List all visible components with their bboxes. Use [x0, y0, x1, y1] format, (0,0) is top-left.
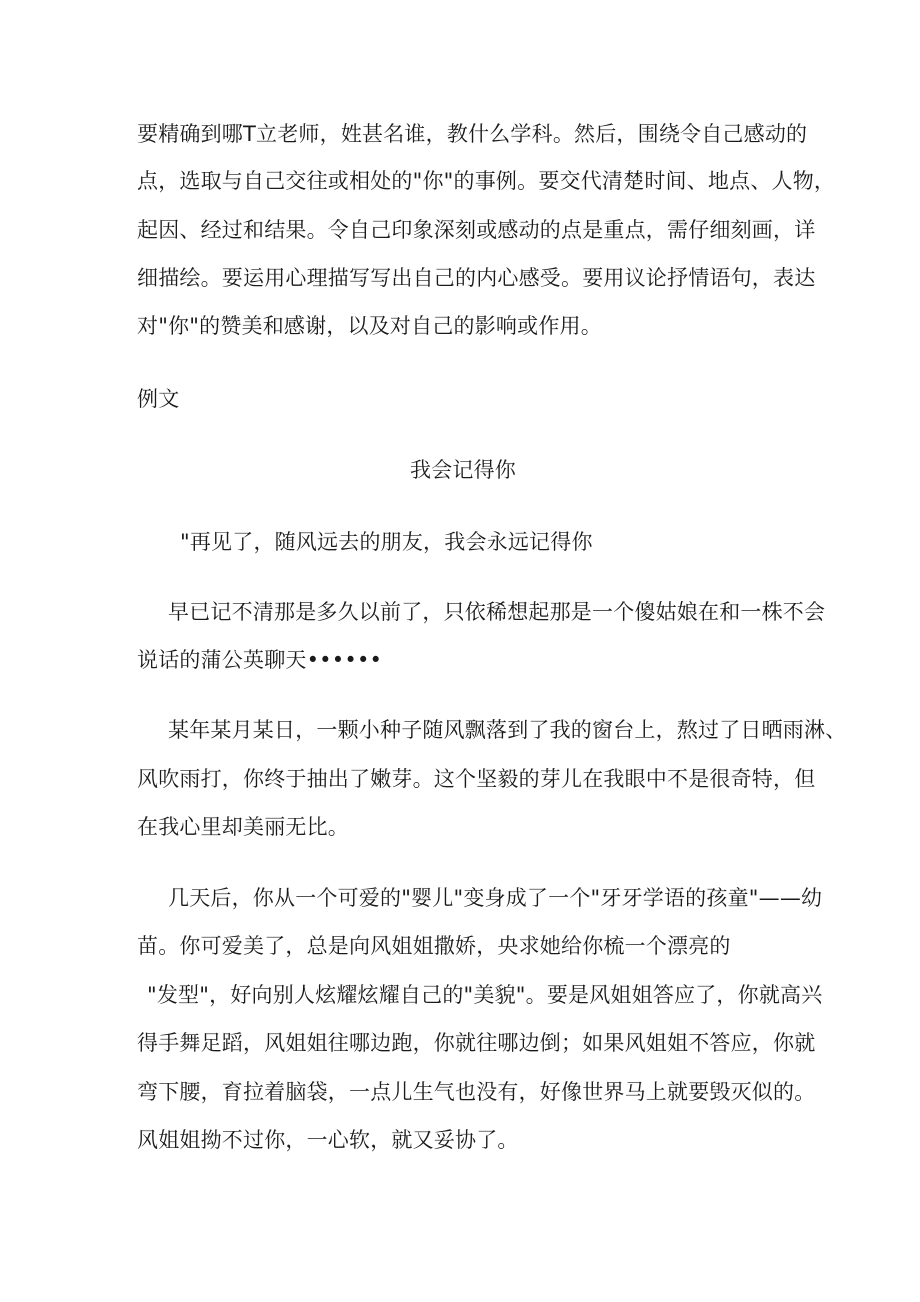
paragraph-line: 得手舞足蹈，风姐姐往哪边跑，你就往哪边倒；如果风姐姐不答应，你就: [137, 1031, 816, 1055]
intro-line: 对"你"的赞美和感谢，以及对自己的影响或作用。: [137, 314, 602, 338]
essay-title: 我会记得你: [410, 458, 516, 482]
intro-line: 起因、经过和结果。令自己印象深刻或感动的点是重点，需仔细刻画，详: [137, 218, 816, 242]
paragraph-line: 几天后，你从一个可爱的"婴儿"变身成了一个"牙牙学语的孩童"——幼: [168, 886, 823, 910]
intro-line: 点，选取与自己交往或相处的"你"的事例。要交代清楚时间、地点、人物，: [137, 169, 836, 193]
paragraph-line: 苗。你可爱美了，总是向风姐姐撒娇，央求她给你梳一个漂亮的: [137, 934, 731, 958]
example-label: 例文: [137, 387, 180, 411]
paragraph-line: 早已记不清那是多久以前了，只依稀想起那是一个傻姑娘在和一株不会: [168, 600, 826, 624]
paragraph-line: 风姐姐拗不过你，一心软，就又妥协了。: [137, 1128, 519, 1152]
paragraph-line: "发型"，好向别人炫耀炫耀自己的"美貌"。要是风姐姐答应了，你就高兴: [147, 983, 823, 1007]
paragraph-line: 某年某月某日，一颗小种子随风飘落到了我的窗台上，熬过了日晒雨淋、: [168, 718, 847, 742]
essay-opening-quote: "再见了，随风远去的朋友，我会永远记得你: [180, 530, 593, 554]
paragraph-line: 风吹雨打，你终于抽出了嫩芽。这个坚毅的芽儿在我眼中不是很奇特，但: [137, 767, 816, 791]
paragraph-line: 弯下腰，育拉着脑袋，一点儿生气也没有，好像世界马上就要毁灭似的。: [137, 1080, 816, 1104]
intro-line: 要精确到哪T立老师，姓甚名谁，教什么学科。然后，围绕令自己感动的: [137, 122, 808, 146]
paragraph-line: 在我心里却美丽无比。: [137, 815, 349, 839]
intro-line: 细描绘。要运用心理描写写出自己的内心感受。要用议论抒情语句，表达: [137, 266, 816, 290]
paragraph-line: 说话的蒲公英聊天••••••: [137, 648, 383, 672]
